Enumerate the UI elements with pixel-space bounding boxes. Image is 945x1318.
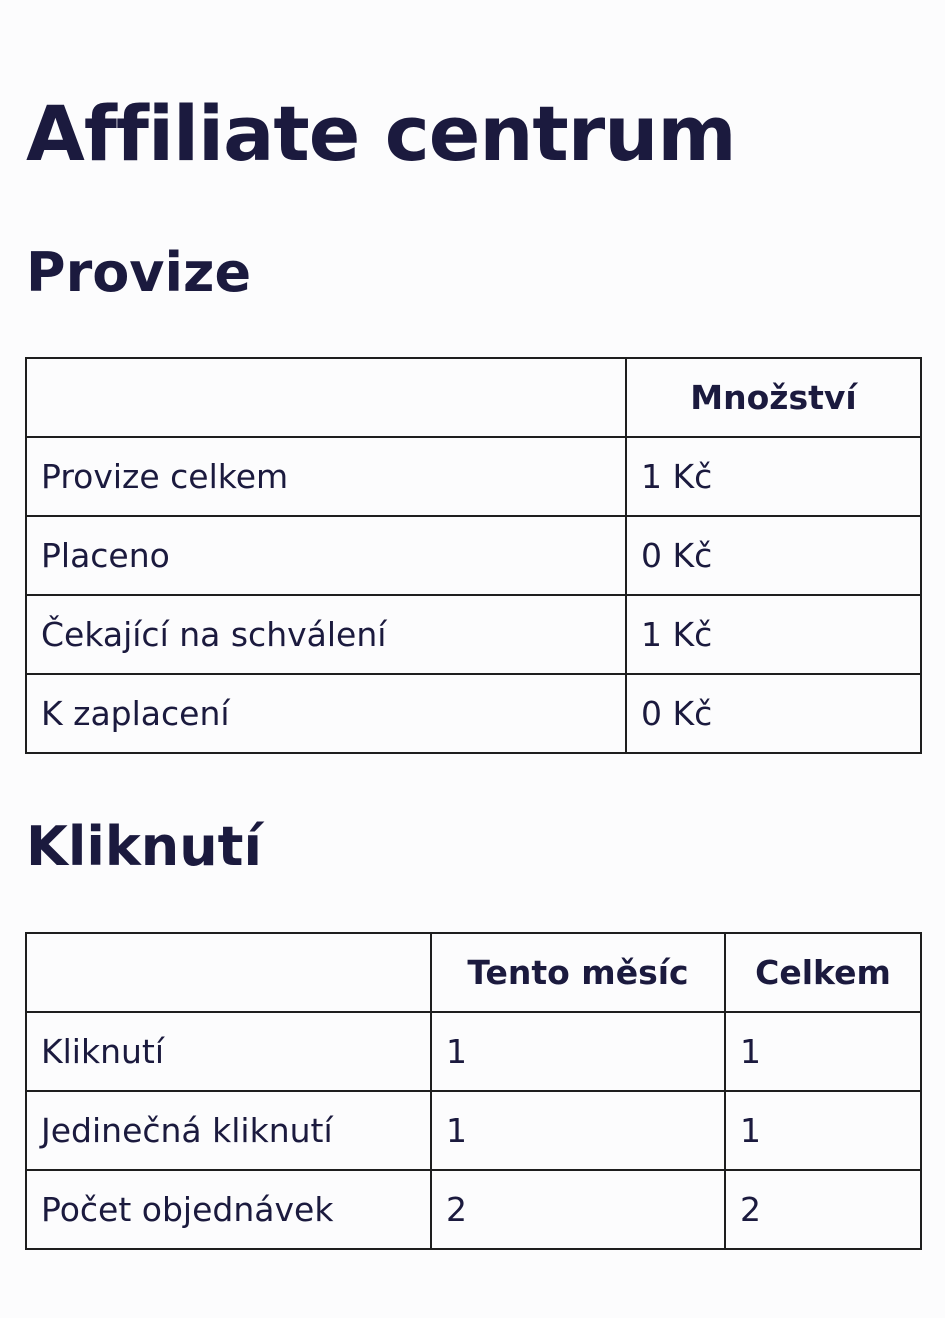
row-total: 2 bbox=[725, 1170, 921, 1249]
commissions-table bbox=[25, 357, 922, 754]
table-row bbox=[26, 1012, 921, 1091]
table-row bbox=[26, 516, 921, 595]
page-title: Affiliate centrum bbox=[26, 89, 736, 178]
clicks-heading: Kliknutí bbox=[26, 815, 262, 878]
column-header-empty bbox=[26, 358, 626, 437]
row-this-month: 2 bbox=[431, 1170, 725, 1249]
table-row bbox=[26, 437, 921, 516]
row-label: Jedinečná kliknutí bbox=[26, 1091, 431, 1170]
table-row bbox=[26, 1091, 921, 1170]
row-total: 1 bbox=[725, 1091, 921, 1170]
commissions-heading: Provize bbox=[26, 241, 252, 304]
row-label: Počet objednávek bbox=[26, 1170, 431, 1249]
table-header-row bbox=[26, 358, 921, 437]
table-row bbox=[26, 595, 921, 674]
column-header-empty bbox=[26, 933, 431, 1012]
row-amount: 1 Kč bbox=[626, 437, 921, 516]
column-header-amount: Množství bbox=[626, 358, 921, 437]
row-amount: 0 Kč bbox=[626, 674, 921, 753]
row-this-month: 1 bbox=[431, 1012, 725, 1091]
row-label: Kliknutí bbox=[26, 1012, 431, 1091]
row-amount: 0 Kč bbox=[626, 516, 921, 595]
row-this-month: 1 bbox=[431, 1091, 725, 1170]
table-row bbox=[26, 1170, 921, 1249]
row-total: 1 bbox=[725, 1012, 921, 1091]
row-label: Placeno bbox=[26, 516, 626, 595]
row-label: Čekající na schválení bbox=[26, 595, 626, 674]
clicks-table bbox=[25, 932, 922, 1250]
row-amount: 1 Kč bbox=[626, 595, 921, 674]
table-header-row bbox=[26, 933, 921, 1012]
row-label: Provize celkem bbox=[26, 437, 626, 516]
row-label: K zaplacení bbox=[26, 674, 626, 753]
column-header-total: Celkem bbox=[725, 933, 921, 1012]
column-header-this-month: Tento měsíc bbox=[431, 933, 725, 1012]
table-row bbox=[26, 674, 921, 753]
